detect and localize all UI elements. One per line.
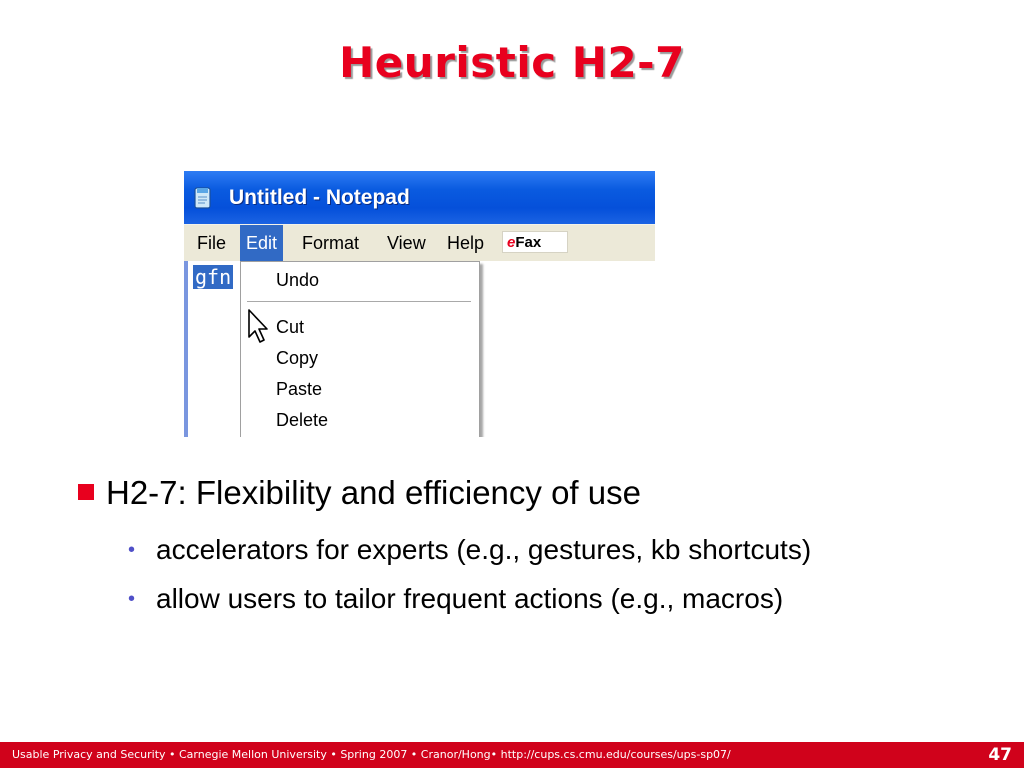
menu-format[interactable]: Format bbox=[302, 233, 360, 253]
dot-bullet-icon: • bbox=[128, 588, 136, 610]
main-bullet bbox=[78, 474, 641, 512]
square-bullet-icon bbox=[78, 484, 94, 500]
footer-bar bbox=[0, 742, 1024, 768]
menu-item-undo[interactable]: Undo bbox=[276, 270, 320, 290]
menu-file[interactable]: File bbox=[197, 233, 227, 253]
dot-bullet-icon: • bbox=[128, 539, 136, 561]
menu-item-cut[interactable]: Cut bbox=[276, 317, 305, 337]
menu-view[interactable]: View bbox=[387, 233, 426, 253]
menu-help[interactable]: Help bbox=[447, 233, 485, 253]
menu-separator bbox=[247, 301, 471, 303]
selected-text: gfn bbox=[195, 265, 232, 289]
menu-item-delete[interactable]: Delete bbox=[276, 410, 329, 430]
page-number: 47 bbox=[988, 745, 1012, 765]
window-left-border bbox=[184, 261, 188, 437]
menu-item-copy[interactable]: Copy bbox=[276, 348, 319, 368]
menu-item-paste[interactable]: Paste bbox=[276, 379, 323, 399]
efax-logo-icon: e bbox=[507, 234, 516, 251]
sub-bullet bbox=[128, 534, 811, 566]
window-title: Untitled - Notepad bbox=[229, 186, 410, 209]
menu-edit[interactable]: Edit bbox=[240, 225, 283, 261]
sub-bullet bbox=[128, 583, 783, 615]
window-titlebar bbox=[184, 171, 655, 224]
efax-button[interactable] bbox=[502, 231, 568, 253]
mouse-pointer-icon bbox=[247, 308, 271, 346]
sub-bullet-text: allow users to tailor frequent actions (e.g., macros) bbox=[156, 583, 784, 614]
notepad-screenshot bbox=[184, 171, 655, 437]
main-bullet-text: H2-7: Flexibility and efficiency of use bbox=[106, 474, 641, 511]
edit-menu-dropdown bbox=[240, 261, 480, 437]
sub-bullet-text: accelerators for experts (e.g., gestures, kb shortcuts) bbox=[156, 534, 812, 565]
footer-text: Usable Privacy and Security • Carnegie Mellon University • Spring 2007 • Cranor/Hong• http://cups.cs.cmu.edu/courses/ups-sp07/ bbox=[12, 748, 731, 761]
notepad-icon bbox=[193, 186, 213, 210]
slide-title: Heuristic H2-7 bbox=[339, 38, 685, 87]
menu-bar bbox=[184, 224, 655, 261]
efax-label: Fax bbox=[515, 234, 542, 251]
